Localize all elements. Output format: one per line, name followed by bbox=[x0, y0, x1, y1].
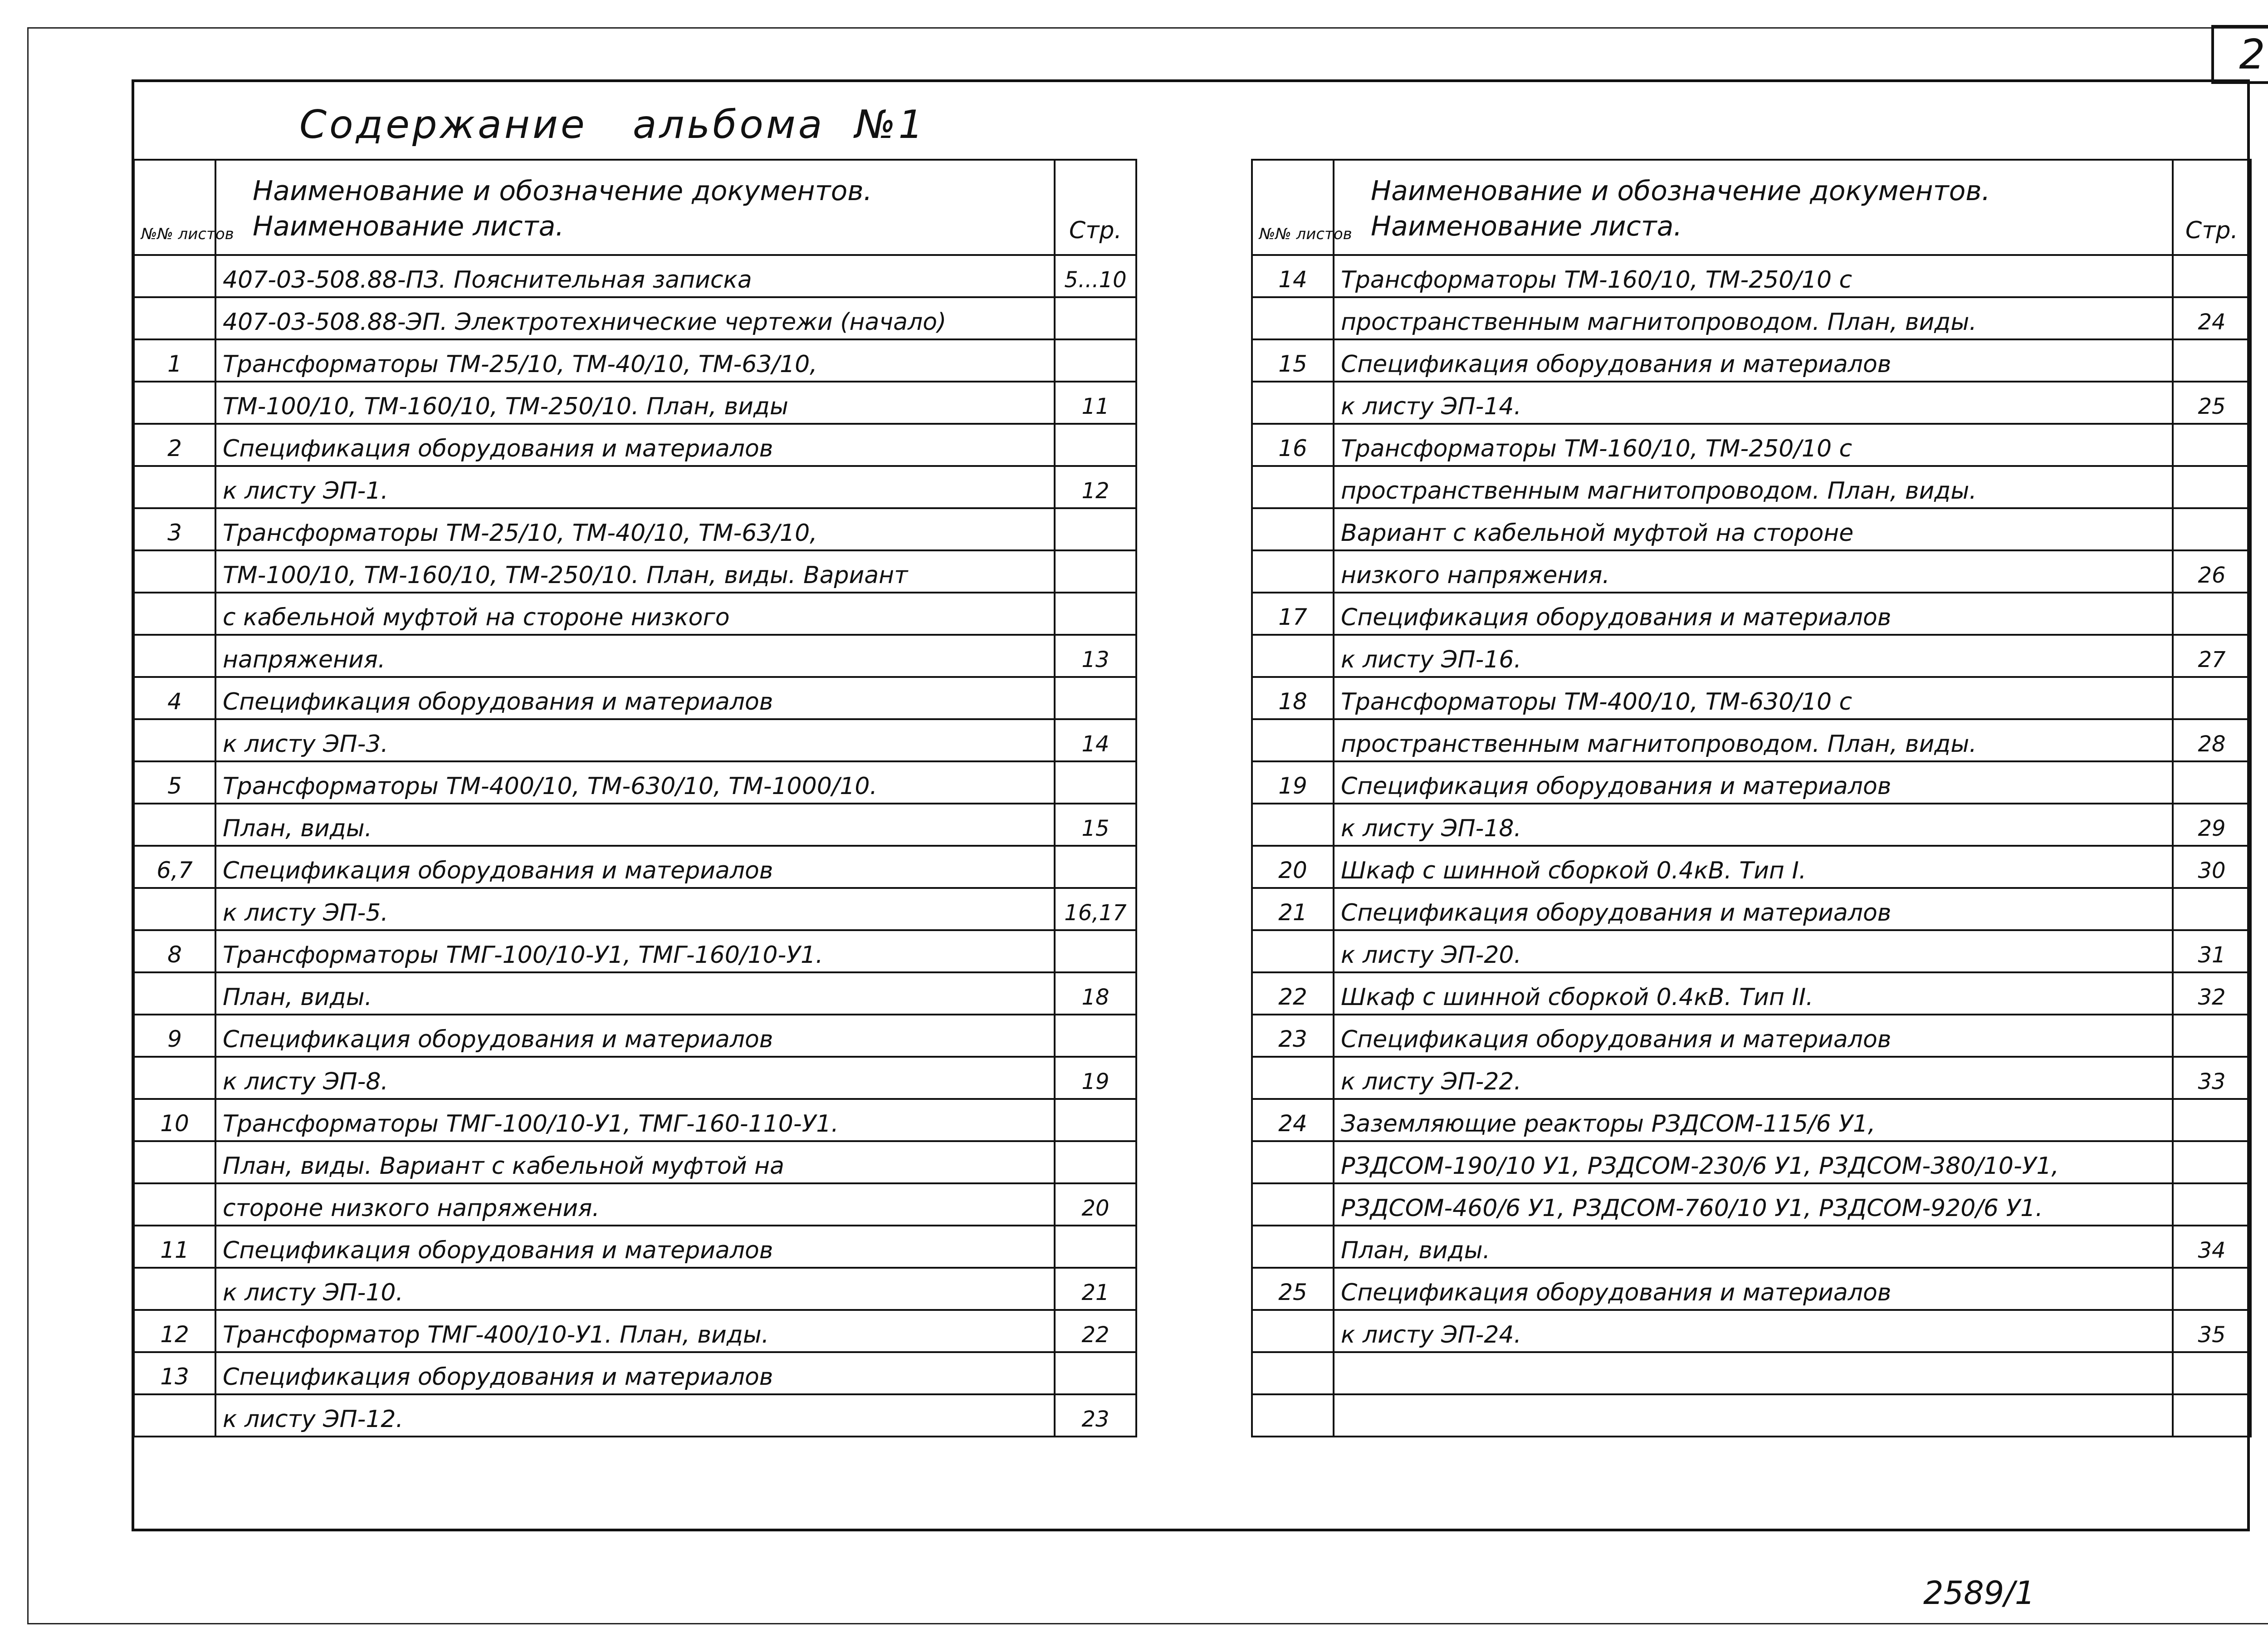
sheet-number-cell bbox=[134, 719, 215, 761]
sheet-number-cell bbox=[1252, 1141, 1334, 1183]
sheet-number-cell bbox=[1252, 719, 1334, 761]
table-row bbox=[134, 888, 1136, 930]
table-row bbox=[1252, 1394, 2251, 1437]
document-name-cell: Спецификация оборудования и материалов bbox=[1334, 888, 2173, 930]
table-row bbox=[134, 550, 1136, 593]
document-name-cell: к листу ЭП-5. bbox=[215, 888, 1055, 930]
page-cell bbox=[1055, 1015, 1136, 1057]
table-row bbox=[1252, 1226, 2251, 1268]
document-name-cell: стороне низкого напряжения. bbox=[215, 1183, 1055, 1226]
sheet-number-cell bbox=[1252, 804, 1334, 846]
sheet-number-cell bbox=[1252, 1183, 1334, 1226]
sheet-number-cell: 12 bbox=[134, 1310, 215, 1352]
page-cell: 16,17 bbox=[1055, 888, 1136, 930]
header-page: Стр. bbox=[2173, 160, 2251, 255]
page-cell bbox=[1055, 1226, 1136, 1268]
sheet-number-cell: 1 bbox=[134, 339, 215, 382]
page-cell: 11 bbox=[1055, 382, 1136, 424]
toc-table-right bbox=[1251, 159, 2252, 1437]
table-row bbox=[1252, 1183, 2251, 1226]
page-cell: 24 bbox=[2173, 297, 2251, 339]
table-row bbox=[134, 297, 1136, 339]
sheet-number-cell: 16 bbox=[1252, 424, 1334, 466]
sheet-number-cell bbox=[1252, 1394, 1334, 1437]
sheet-number-cell: 8 bbox=[134, 930, 215, 972]
page-cell: 12 bbox=[1055, 466, 1136, 508]
table-row bbox=[134, 593, 1136, 635]
document-name-cell: к листу ЭП-24. bbox=[1334, 1310, 2173, 1352]
page-cell: 26 bbox=[2173, 550, 2251, 593]
page-cell: 28 bbox=[2173, 719, 2251, 761]
document-name-cell: План, виды. bbox=[215, 804, 1055, 846]
sheet-number: 2 bbox=[2211, 25, 2268, 84]
table-row bbox=[1252, 888, 2251, 930]
document-name-cell: с кабельной муфтой на стороне низкого bbox=[215, 593, 1055, 635]
sheet-number-cell: 15 bbox=[1252, 339, 1334, 382]
table-header-row bbox=[1252, 160, 2251, 255]
page-cell bbox=[2173, 466, 2251, 508]
document-name-cell: Заземляющие реакторы РЗДСОМ-115/6 У1, bbox=[1334, 1099, 2173, 1141]
table-row bbox=[134, 846, 1136, 888]
sheet-number-cell: 3 bbox=[134, 508, 215, 550]
document-name-cell: Вариант с кабельной муфтой на стороне bbox=[1334, 508, 2173, 550]
table-row bbox=[134, 930, 1136, 972]
table-row bbox=[134, 339, 1136, 382]
document-name-cell: Трансформаторы ТМ-25/10, ТМ-40/10, ТМ-63/10, bbox=[215, 508, 1055, 550]
page-cell bbox=[2173, 508, 2251, 550]
document-name-cell bbox=[1334, 1352, 2173, 1394]
sheet-number-cell bbox=[134, 1183, 215, 1226]
table-row bbox=[134, 761, 1136, 804]
document-name-cell: Трансформаторы ТМГ-100/10-У1, ТМГ-160/10-У1. bbox=[215, 930, 1055, 972]
document-name-cell: Трансформатор ТМГ-400/10-У1. План, виды. bbox=[215, 1310, 1055, 1352]
document-name-cell: Шкаф с шинной сборкой 0.4кВ. Тип I. bbox=[1334, 846, 2173, 888]
sheet-number-cell bbox=[1252, 550, 1334, 593]
page-cell: 30 bbox=[2173, 846, 2251, 888]
page-cell bbox=[1055, 1352, 1136, 1394]
page-cell bbox=[1055, 761, 1136, 804]
document-name-cell: Спецификация оборудования и материалов bbox=[215, 424, 1055, 466]
page-cell bbox=[2173, 1141, 2251, 1183]
table-row bbox=[134, 1057, 1136, 1099]
sheet-number-cell bbox=[134, 297, 215, 339]
header-page: Стр. bbox=[1055, 160, 1136, 255]
document-name-cell: План, виды. Вариант с кабельной муфтой на bbox=[215, 1141, 1055, 1183]
document-name-cell: пространственным магнитопроводом. План, виды. bbox=[1334, 719, 2173, 761]
document-name-cell: Трансформаторы ТМ-160/10, ТМ-250/10 с bbox=[1334, 424, 2173, 466]
page-cell bbox=[1055, 297, 1136, 339]
page-cell: 33 bbox=[2173, 1057, 2251, 1099]
table-row bbox=[134, 635, 1136, 677]
page-cell bbox=[2173, 339, 2251, 382]
document-name-cell: Спецификация оборудования и материалов bbox=[215, 1226, 1055, 1268]
page-cell bbox=[1055, 508, 1136, 550]
page-cell bbox=[2173, 1352, 2251, 1394]
table-header-row bbox=[134, 160, 1136, 255]
sheet-number-cell bbox=[134, 593, 215, 635]
page-cell: 34 bbox=[2173, 1226, 2251, 1268]
page-cell bbox=[2173, 1268, 2251, 1310]
sheet-number-cell bbox=[134, 635, 215, 677]
table-row bbox=[1252, 339, 2251, 382]
document-name-cell bbox=[1334, 1394, 2173, 1437]
page-cell bbox=[2173, 677, 2251, 719]
table-row bbox=[1252, 1057, 2251, 1099]
sheet-number-cell: 25 bbox=[1252, 1268, 1334, 1310]
page-cell: 32 bbox=[2173, 972, 2251, 1015]
table-row bbox=[134, 424, 1136, 466]
header-document-name bbox=[1334, 160, 2173, 255]
table-row bbox=[134, 466, 1136, 508]
page-cell bbox=[2173, 761, 2251, 804]
sheet-number-cell bbox=[134, 1394, 215, 1437]
sheet-number-cell bbox=[1252, 508, 1334, 550]
document-name-cell: Спецификация оборудования и материалов bbox=[215, 1352, 1055, 1394]
page-cell: 27 bbox=[2173, 635, 2251, 677]
sheet-number-cell: 18 bbox=[1252, 677, 1334, 719]
document-name-cell: Спецификация оборудования и материалов bbox=[215, 677, 1055, 719]
header-name-line2: Наименование листа. bbox=[1371, 211, 1682, 242]
sheet-number-cell bbox=[134, 550, 215, 593]
page-cell: 19 bbox=[1055, 1057, 1136, 1099]
page-cell: 25 bbox=[2173, 382, 2251, 424]
page-cell bbox=[1055, 593, 1136, 635]
document-name-cell: Спецификация оборудования и материалов bbox=[215, 1015, 1055, 1057]
table-row bbox=[1252, 677, 2251, 719]
table-row bbox=[134, 1183, 1136, 1226]
page-cell: 21 bbox=[1055, 1268, 1136, 1310]
document-name-cell: к листу ЭП-8. bbox=[215, 1057, 1055, 1099]
page-cell bbox=[2173, 1394, 2251, 1437]
document-name-cell: к листу ЭП-14. bbox=[1334, 382, 2173, 424]
toc-table-left bbox=[133, 159, 1137, 1437]
sheet-number-cell: 2 bbox=[134, 424, 215, 466]
document-name-cell: 407-03-508.88-ЭП. Электротехнические чертежи (начало) bbox=[215, 297, 1055, 339]
page-cell: 20 bbox=[1055, 1183, 1136, 1226]
table-row bbox=[134, 1226, 1136, 1268]
page-cell bbox=[1055, 846, 1136, 888]
page-cell bbox=[1055, 1099, 1136, 1141]
sheet-number-cell bbox=[134, 804, 215, 846]
table-row bbox=[134, 677, 1136, 719]
table-row bbox=[134, 1310, 1136, 1352]
table-row bbox=[1252, 550, 2251, 593]
page-cell: 35 bbox=[2173, 1310, 2251, 1352]
page-cell bbox=[2173, 255, 2251, 297]
table-row bbox=[1252, 930, 2251, 972]
document-name-cell: Спецификация оборудования и материалов bbox=[1334, 593, 2173, 635]
document-name-cell: ТМ-100/10, ТМ-160/10, ТМ-250/10. План, виды. Вариант bbox=[215, 550, 1055, 593]
page-cell bbox=[2173, 424, 2251, 466]
sheet-number-cell bbox=[134, 972, 215, 1015]
page-cell bbox=[2173, 1099, 2251, 1141]
document-name-cell: План, виды. bbox=[215, 972, 1055, 1015]
header-sheet-number: №№ листов bbox=[134, 160, 215, 255]
toc-body-right bbox=[1252, 255, 2251, 1437]
document-name-cell: Спецификация оборудования и материалов bbox=[1334, 1015, 2173, 1057]
table-row bbox=[1252, 1352, 2251, 1394]
sheet-number-cell bbox=[134, 255, 215, 297]
sheet-number-cell: 6,7 bbox=[134, 846, 215, 888]
sheet-number-cell bbox=[1252, 635, 1334, 677]
sheet-number-cell bbox=[134, 1141, 215, 1183]
table-row bbox=[1252, 593, 2251, 635]
document-name-cell: Спецификация оборудования и материалов bbox=[215, 846, 1055, 888]
table-row bbox=[134, 804, 1136, 846]
table-row bbox=[134, 1015, 1136, 1057]
document-name-cell: к листу ЭП-12. bbox=[215, 1394, 1055, 1437]
table-row bbox=[1252, 255, 2251, 297]
sheet-number-cell: 5 bbox=[134, 761, 215, 804]
sheet-number-cell: 11 bbox=[134, 1226, 215, 1268]
table-row bbox=[1252, 297, 2251, 339]
header-name-line1: Наименование и обозначение документов. bbox=[1371, 175, 1990, 207]
page-cell: 18 bbox=[1055, 972, 1136, 1015]
page-cell bbox=[2173, 888, 2251, 930]
document-name-cell: ТМ-100/10, ТМ-160/10, ТМ-250/10. План, виды bbox=[215, 382, 1055, 424]
document-name-cell: Спецификация оборудования и материалов bbox=[1334, 1268, 2173, 1310]
table-row bbox=[1252, 635, 2251, 677]
table-row bbox=[134, 1394, 1136, 1437]
page-cell: 14 bbox=[1055, 719, 1136, 761]
table-row bbox=[134, 508, 1136, 550]
table-row bbox=[134, 1141, 1136, 1183]
table-row bbox=[134, 1352, 1136, 1394]
sheet-number-cell: 19 bbox=[1252, 761, 1334, 804]
sheet-number-cell: 14 bbox=[1252, 255, 1334, 297]
sheet-number-cell bbox=[1252, 1057, 1334, 1099]
page-cell bbox=[1055, 424, 1136, 466]
document-name-cell: к листу ЭП-20. bbox=[1334, 930, 2173, 972]
page-cell bbox=[2173, 1015, 2251, 1057]
document-name-cell: Трансформаторы ТМ-25/10, ТМ-40/10, ТМ-63/10, bbox=[215, 339, 1055, 382]
document-name-cell: к листу ЭП-18. bbox=[1334, 804, 2173, 846]
page-cell: 22 bbox=[1055, 1310, 1136, 1352]
album-title: Содержание альбома №1 bbox=[299, 102, 926, 147]
sheet-number-cell bbox=[134, 466, 215, 508]
sheet-number-cell: 23 bbox=[1252, 1015, 1334, 1057]
sheet-number-cell bbox=[1252, 297, 1334, 339]
table-row bbox=[134, 255, 1136, 297]
sheet-number-cell bbox=[1252, 1352, 1334, 1394]
sheet-number-cell: 4 bbox=[134, 677, 215, 719]
sheet-number-cell bbox=[134, 1057, 215, 1099]
table-row bbox=[1252, 1310, 2251, 1352]
sheet-number-cell bbox=[1252, 1310, 1334, 1352]
table-row bbox=[1252, 972, 2251, 1015]
page-cell: 29 bbox=[2173, 804, 2251, 846]
document-name-cell: Трансформаторы ТМГ-100/10-У1, ТМГ-160-110-У1. bbox=[215, 1099, 1055, 1141]
page-cell bbox=[1055, 930, 1136, 972]
table-row bbox=[134, 719, 1136, 761]
sheet-number-cell bbox=[134, 1268, 215, 1310]
sheet-number-cell bbox=[134, 382, 215, 424]
table-row bbox=[1252, 846, 2251, 888]
page-cell bbox=[1055, 339, 1136, 382]
sheet-number-cell bbox=[1252, 930, 1334, 972]
document-name-cell: Шкаф с шинной сборкой 0.4кВ. Тип II. bbox=[1334, 972, 2173, 1015]
table-row bbox=[1252, 719, 2251, 761]
document-name-cell: к листу ЭП-1. bbox=[215, 466, 1055, 508]
header-name-line2: Наименование листа. bbox=[253, 211, 564, 242]
document-name-cell: План, виды. bbox=[1334, 1226, 2173, 1268]
sheet-number-cell bbox=[134, 888, 215, 930]
document-name-cell: низкого напряжения. bbox=[1334, 550, 2173, 593]
page-cell: 13 bbox=[1055, 635, 1136, 677]
toc-body-left bbox=[134, 255, 1136, 1437]
document-name-cell: Спецификация оборудования и материалов bbox=[1334, 339, 2173, 382]
table-row bbox=[134, 382, 1136, 424]
page-cell: 15 bbox=[1055, 804, 1136, 846]
sheet-number-cell bbox=[1252, 466, 1334, 508]
document-name-cell: Трансформаторы ТМ-400/10, ТМ-630/10, ТМ-1000/10. bbox=[215, 761, 1055, 804]
table-row bbox=[134, 1268, 1136, 1310]
page-cell bbox=[1055, 677, 1136, 719]
header-name-line1: Наименование и обозначение документов. bbox=[253, 175, 872, 207]
table-row bbox=[1252, 1015, 2251, 1057]
table-row bbox=[1252, 1141, 2251, 1183]
table-row bbox=[134, 972, 1136, 1015]
document-name-cell: напряжения. bbox=[215, 635, 1055, 677]
document-name-cell: к листу ЭП-22. bbox=[1334, 1057, 2173, 1099]
document-name-cell: к листу ЭП-16. bbox=[1334, 635, 2173, 677]
page-cell bbox=[2173, 1183, 2251, 1226]
header-document-name bbox=[215, 160, 1055, 255]
sheet-number-cell: 21 bbox=[1252, 888, 1334, 930]
document-name-cell: Трансформаторы ТМ-160/10, ТМ-250/10 с bbox=[1334, 255, 2173, 297]
sheet-number-cell: 22 bbox=[1252, 972, 1334, 1015]
document-name-cell: пространственным магнитопроводом. План, виды. bbox=[1334, 297, 2173, 339]
document-name-cell: Спецификация оборудования и материалов bbox=[1334, 761, 2173, 804]
sheet-number-cell: 24 bbox=[1252, 1099, 1334, 1141]
document-name-cell: РЗДСОМ-190/10 У1, РЗДСОМ-230/6 У1, РЗДСОМ-380/10-У1, bbox=[1334, 1141, 2173, 1183]
table-row bbox=[1252, 466, 2251, 508]
sheet-number-cell: 9 bbox=[134, 1015, 215, 1057]
document-name-cell: 407-03-508.88-ПЗ. Пояснительная записка bbox=[215, 255, 1055, 297]
document-name-cell: к листу ЭП-3. bbox=[215, 719, 1055, 761]
page-cell bbox=[2173, 593, 2251, 635]
table-row bbox=[1252, 382, 2251, 424]
table-row bbox=[1252, 1268, 2251, 1310]
sheet-number-cell bbox=[1252, 1226, 1334, 1268]
sheet-number-cell bbox=[1252, 382, 1334, 424]
page-cell bbox=[1055, 1141, 1136, 1183]
sheet-number-cell: 13 bbox=[134, 1352, 215, 1394]
sheet-number-cell: 20 bbox=[1252, 846, 1334, 888]
table-row bbox=[1252, 761, 2251, 804]
sheet-number-cell: 10 bbox=[134, 1099, 215, 1141]
document-name-cell: пространственным магнитопроводом. План, виды. bbox=[1334, 466, 2173, 508]
document-name-cell: РЗДСОМ-460/6 У1, РЗДСОМ-760/10 У1, РЗДСОМ-920/6 У1. bbox=[1334, 1183, 2173, 1226]
table-row bbox=[134, 1099, 1136, 1141]
page-cell: 5...10 bbox=[1055, 255, 1136, 297]
sheet-number-cell: 17 bbox=[1252, 593, 1334, 635]
page-cell bbox=[1055, 550, 1136, 593]
table-row bbox=[1252, 804, 2251, 846]
document-name-cell: к листу ЭП-10. bbox=[215, 1268, 1055, 1310]
table-row bbox=[1252, 1099, 2251, 1141]
inventory-number: 2589/1 bbox=[1923, 1574, 2035, 1612]
page-cell: 23 bbox=[1055, 1394, 1136, 1437]
header-sheet-number: №№ листов bbox=[1252, 160, 1334, 255]
document-name-cell: Трансформаторы ТМ-400/10, ТМ-630/10 с bbox=[1334, 677, 2173, 719]
table-row bbox=[1252, 424, 2251, 466]
page-cell: 31 bbox=[2173, 930, 2251, 972]
table-row bbox=[1252, 508, 2251, 550]
